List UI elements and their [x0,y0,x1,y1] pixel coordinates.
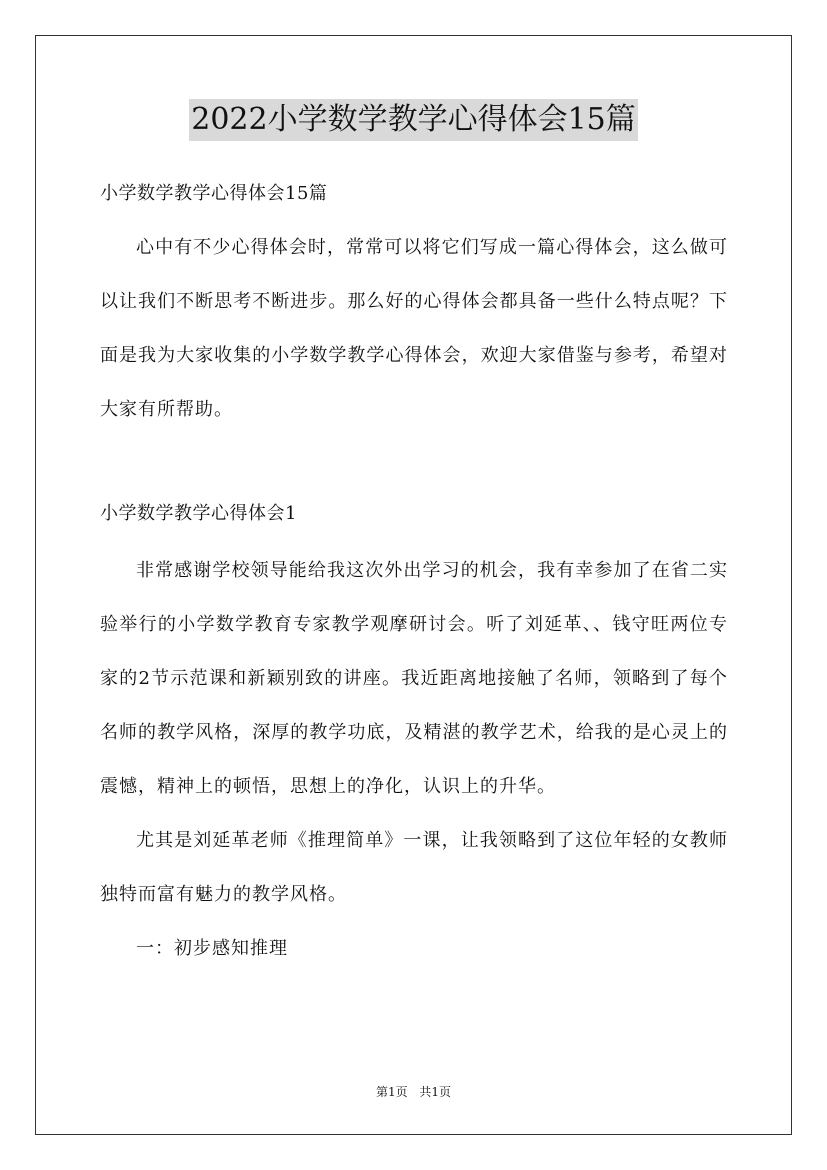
page-number-total: 共1页 [419,1085,452,1099]
title-container [0,99,827,141]
document-body [100,176,728,976]
document-subtitle: 小学数学教学心得体会15篇 [100,183,328,204]
page-number-current: 第1页 [375,1085,408,1099]
document-title: 2022小学数学教学心得体会15篇 [189,99,638,141]
section1-point-1: 一：初步感知推理 [136,938,288,959]
page-footer [0,1084,827,1100]
section-heading-1: 小学数学教学心得体会1 [100,503,297,524]
section1-paragraph-1: 非常感谢学校领导能给我这次外出学习的机会，我有幸参加了在省二实验举行的小学数学教育专家教学观摩研讨会。听了刘延革、、钱守旺两位专家的2节示范课和新颖别致的讲座。我近距离地接触了名师，领略到了每个名师的教学风格，深厚的教学功底，及精湛的教学艺术，给我的是心灵上的震憾，精神上的顿悟，思想上的净化，认识上的升华。 [100,560,728,797]
section1-paragraph-2: 尤其是刘延革老师《推理简单》一课，让我领略到了这位年轻的女教师独特而富有魅力的教学风格。 [100,830,728,905]
intro-paragraph: 心中有不少心得体会时，常常可以将它们写成一篇心得体会，这么做可以让我们不断思考不断进步。那么好的心得体会都具备一些什么特点呢？下面是我为大家收集的小学数学教学心得体会，欢迎大家借鉴与参考，希望对大家有所帮助。 [100,237,728,420]
